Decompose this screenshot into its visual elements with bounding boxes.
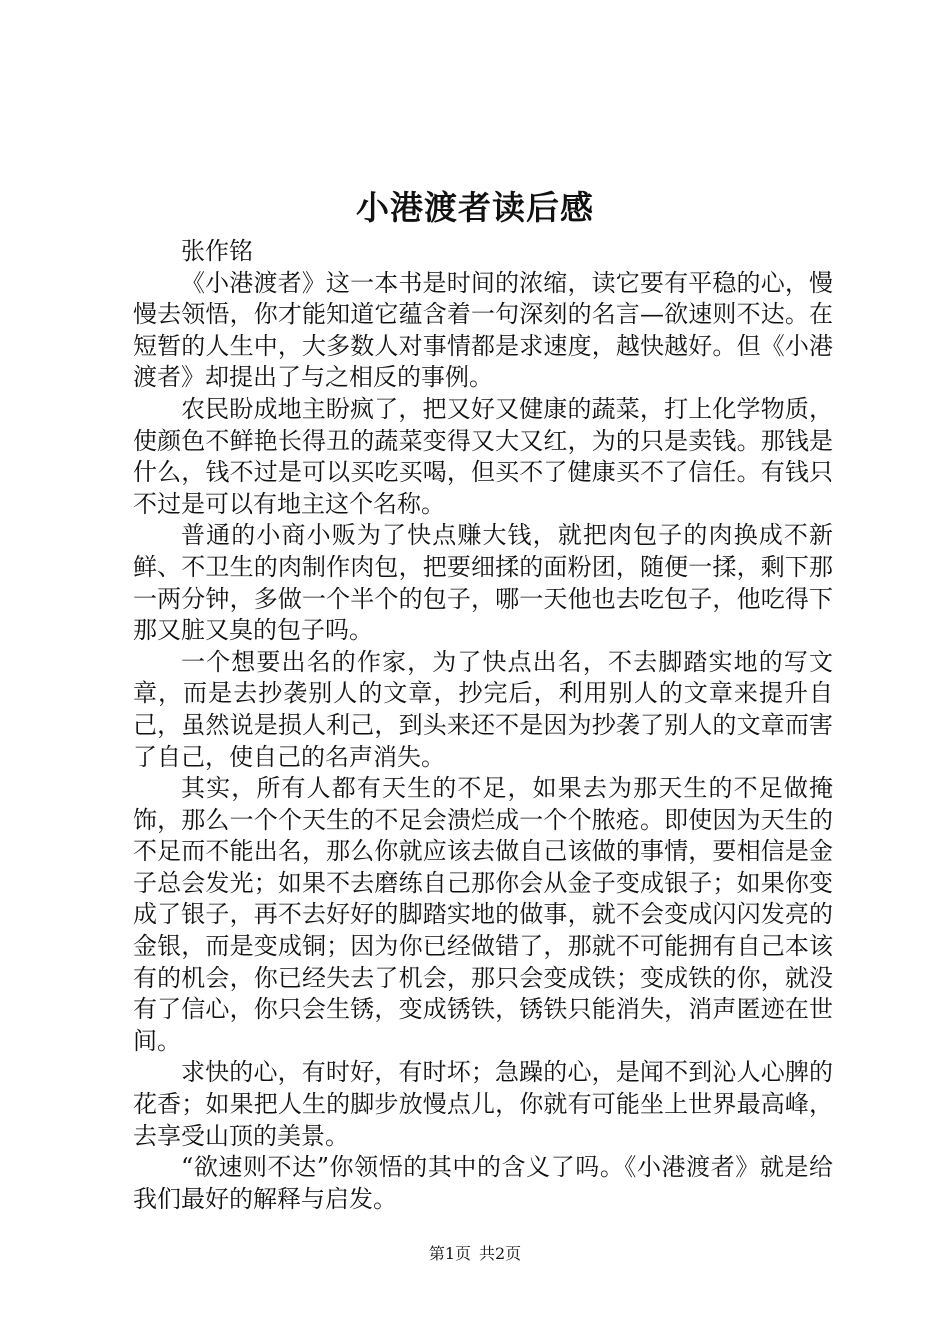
document-body bbox=[133, 236, 833, 1215]
page-number: 第1页 bbox=[428, 1244, 471, 1263]
author-name: 张作铭 bbox=[181, 237, 253, 265]
paragraph-4: 一个想要出名的作家，为了快点出名，不去脚踏实地的写文章，而是去抄袭别人的文章，抄完后，利用别人的文章来提升自己，虽然说是损人利己，到头来还不是因为抄袭了别人的文章而害了自己，使自己的名声消失。 bbox=[133, 647, 833, 771]
paragraph-1: 《小港渡者》这一本书是时间的浓缩，读它要有平稳的心，慢慢去领悟，你才能知道它蕴含着一句深刻的名言—欲速则不达。在短暂的人生中，大多数人对事情都是求速度，越快越好。但《小港渡者》却提出了与之相反的事例。 bbox=[133, 268, 833, 392]
page-total: 共2页 bbox=[479, 1244, 522, 1263]
paragraph-6: 求快的心，有时好，有时坏；急躁的心，是闻不到沁人心脾的花香；如果把人生的脚步放慢点儿，你就有可能坐上世界最高峰，去享受山顶的美景。 bbox=[133, 1058, 833, 1150]
page-footer bbox=[0, 1243, 950, 1265]
paragraph-3: 普通的小商小贩为了快点赚大钱，就把肉包子的肉换成不新鲜、不卫生的肉制作肉包，把要细揉的面粉团，随便一揉，剩下那一两分钟，多做一个半个的包子，哪一天他也去吃包子，他吃得下那又脏又臭的包子吗。 bbox=[133, 521, 833, 645]
paragraph-7: “欲速则不达”你领悟的其中的含义了吗。《小港渡者》就是给我们最好的解释与启发。 bbox=[133, 1153, 833, 1213]
paragraph-2: 农民盼成地主盼疯了，把又好又健康的蔬菜，打上化学物质，使颜色不鲜艳长得丑的蔬菜变得又大又红，为的只是卖钱。那钱是什么，钱不过是可以买吃买喝，但买不了健康买不了信任。有钱只不过是可以有地主这个名称。 bbox=[133, 394, 833, 518]
document-title: 小港渡者读后感 bbox=[356, 188, 594, 227]
paragraph-5: 其实，所有人都有天生的不足，如果去为那天生的不足做掩饰，那么一个个天生的不足会溃烂成一个个脓疮。即使因为天生的不足而不能出名，那么你就应该去做自己该做的事情，要相信是金子总会发光；如果不去磨练自己那你会从金子变成银子；如果你变成了银子，再不去好好的脚踏实地的做事，就不会变成闪闪发亮的金银，而是变成铜；因为你已经做错了，那就不可能拥有自己本该有的机会，你已经失去了机会，那只会变成铁；变成铁的你，就没有了信心，你只会生锈，变成锈铁，锈铁只能消失，消声匿迹在世间。 bbox=[133, 774, 833, 1055]
